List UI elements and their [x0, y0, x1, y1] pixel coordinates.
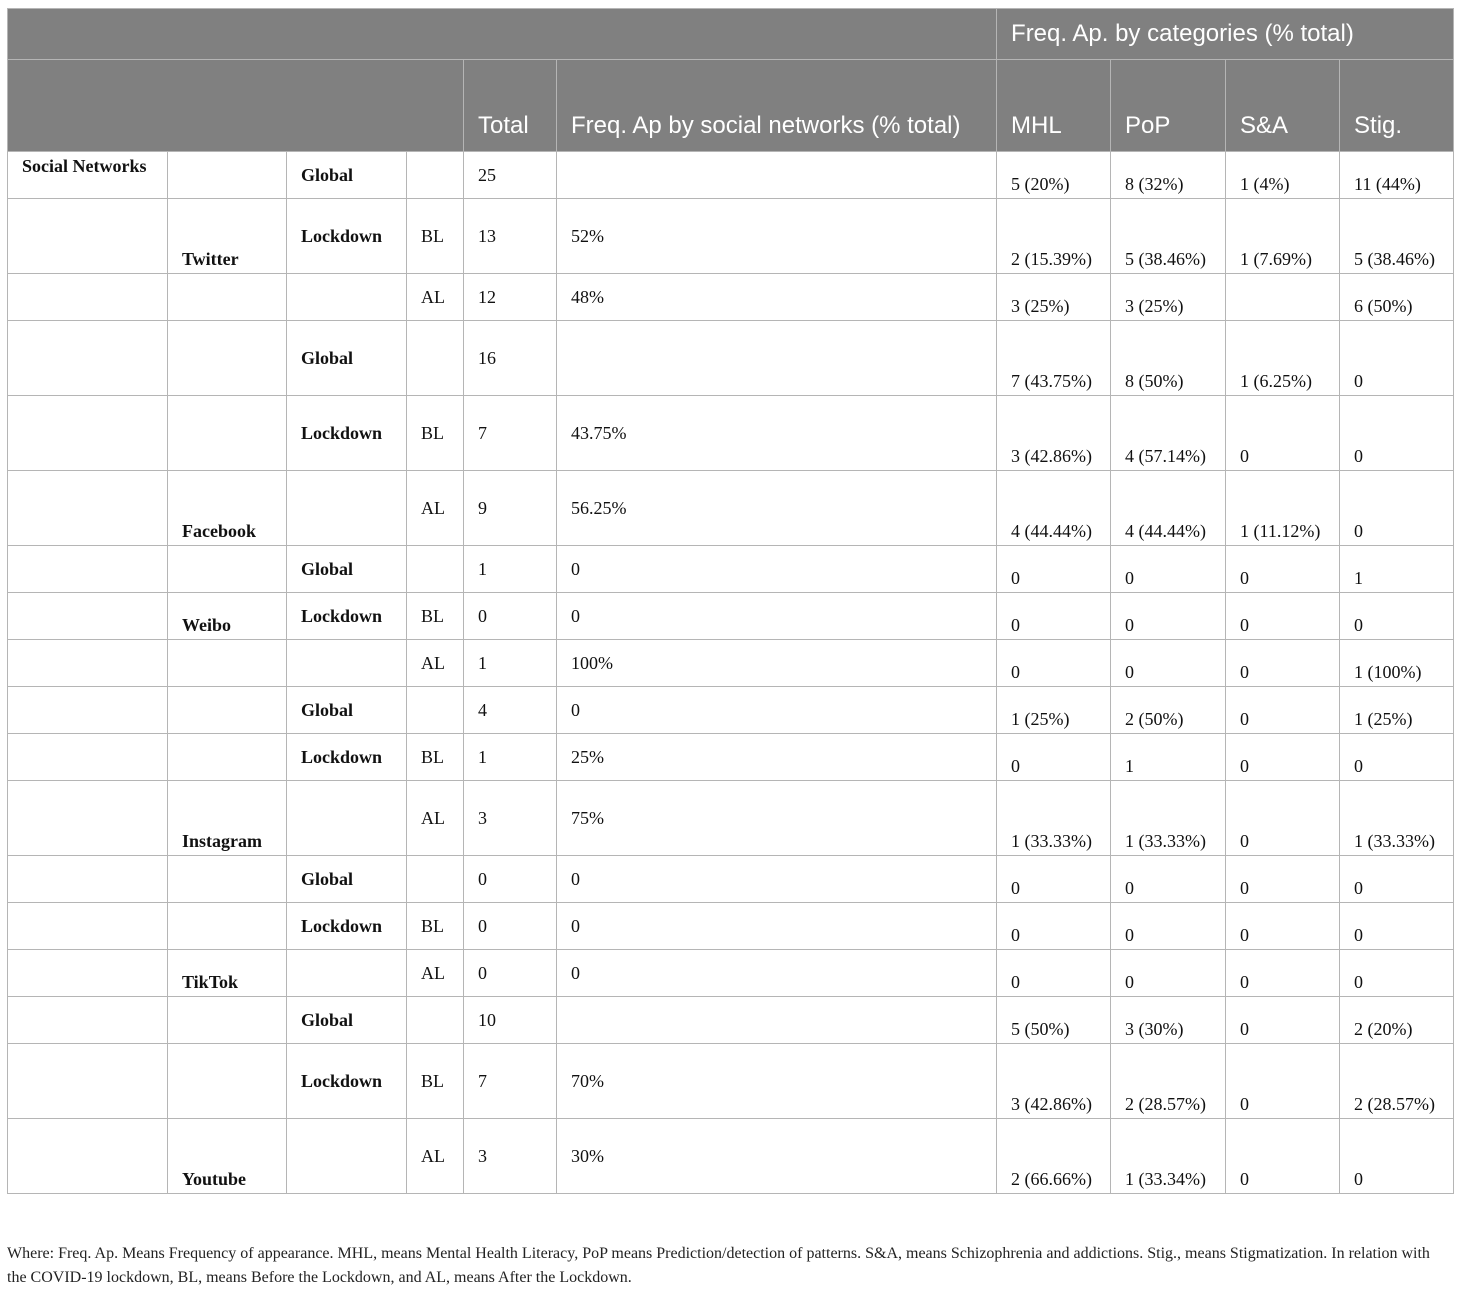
period-cell: AL [407, 950, 464, 997]
total-cell: 16 [464, 321, 557, 396]
stig-cell: 1 [1340, 546, 1454, 593]
scope-cell: Global [287, 321, 407, 396]
scope-cell [287, 274, 407, 321]
mhl-cell: 4 (44.44%) [997, 471, 1111, 546]
freq-social-cell: 56.25% [557, 471, 997, 546]
sa-cell: 0 [1226, 593, 1340, 640]
scope-cell: Global [287, 687, 407, 734]
mhl-cell: 2 (15.39%) [997, 199, 1111, 274]
total-cell: 7 [464, 1044, 557, 1119]
scope-cell: Lockdown [287, 396, 407, 471]
stig-cell: 0 [1340, 321, 1454, 396]
freq-social-cell: 0 [557, 903, 997, 950]
stig-cell: 0 [1340, 950, 1454, 997]
table-row [8, 734, 1454, 781]
pop-cell: 2 (50%) [1111, 687, 1226, 734]
total-cell: 25 [464, 152, 557, 199]
pop-cell: 1 [1111, 734, 1226, 781]
scope-cell [287, 950, 407, 997]
total-cell: 0 [464, 593, 557, 640]
table-row [8, 1119, 1454, 1194]
table-row [8, 546, 1454, 593]
pop-cell: 3 (30%) [1111, 997, 1226, 1044]
pop-cell: 8 (32%) [1111, 152, 1226, 199]
scope-cell [287, 781, 407, 856]
freq-social-cell [557, 997, 997, 1044]
period-cell: AL [407, 1119, 464, 1194]
side-blank [8, 903, 168, 950]
pop-cell: 2 (28.57%) [1111, 1044, 1226, 1119]
table-footnote: Where: Freq. Ap. Means Frequency of appearance. MHL, means Mental Health Literacy, PoP means Prediction/detection of patterns. S&A, means Schizophrenia and addictions. Stig., means Stigmatization. In relation with the COVID-19 lockdown, BL, means Before the Lockdown, and AL, means After the Lockdown. [7, 1245, 1430, 1286]
scope-cell [287, 471, 407, 546]
freq-social-cell: 70% [557, 1044, 997, 1119]
header-mhl: MHL [997, 60, 1111, 152]
side-blank [8, 640, 168, 687]
freq-social-cell: 0 [557, 546, 997, 593]
mhl-cell: 5 (20%) [997, 152, 1111, 199]
header-pop: PoP [1111, 60, 1226, 152]
scope-cell: Lockdown [287, 593, 407, 640]
sa-cell: 0 [1226, 997, 1340, 1044]
stig-cell: 1 (25%) [1340, 687, 1454, 734]
mhl-cell: 0 [997, 734, 1111, 781]
table-row [8, 274, 1454, 321]
table-row [8, 903, 1454, 950]
period-cell [407, 856, 464, 903]
mhl-cell: 5 (50%) [997, 997, 1111, 1044]
header-categories-group: Freq. Ap. by categories (% total) [997, 9, 1454, 60]
side-blank [8, 1119, 168, 1194]
side-blank [8, 687, 168, 734]
side-blank [8, 321, 168, 396]
sa-cell: 0 [1226, 950, 1340, 997]
stig-cell: 1 (100%) [1340, 640, 1454, 687]
network-cell [168, 903, 287, 950]
mhl-cell: 0 [997, 950, 1111, 997]
table-row [8, 471, 1454, 546]
table-row [8, 396, 1454, 471]
network-cell [168, 997, 287, 1044]
pop-cell: 0 [1111, 546, 1226, 593]
total-cell: 0 [464, 903, 557, 950]
side-blank [8, 734, 168, 781]
table-row [8, 1044, 1454, 1119]
sa-cell: 0 [1226, 1044, 1340, 1119]
total-cell: 4 [464, 687, 557, 734]
side-blank [8, 396, 168, 471]
header-row-group [8, 9, 1454, 60]
period-cell: BL [407, 734, 464, 781]
mhl-cell: 2 (66.66%) [997, 1119, 1111, 1194]
pop-cell: 1 (33.34%) [1111, 1119, 1226, 1194]
pop-cell: 8 (50%) [1111, 321, 1226, 396]
side-blank [8, 471, 168, 546]
pop-cell: 0 [1111, 640, 1226, 687]
results-table [7, 8, 1454, 1194]
table-row [8, 781, 1454, 856]
mhl-cell: 3 (42.86%) [997, 1044, 1111, 1119]
results-table-container [7, 8, 1453, 1194]
pop-cell: 0 [1111, 903, 1226, 950]
total-cell: 7 [464, 396, 557, 471]
freq-social-cell: 52% [557, 199, 997, 274]
network-cell [168, 1044, 287, 1119]
stig-cell: 0 [1340, 903, 1454, 950]
mhl-cell: 1 (25%) [997, 687, 1111, 734]
period-cell: BL [407, 593, 464, 640]
sa-cell: 1 (7.69%) [1226, 199, 1340, 274]
sa-cell: 0 [1226, 903, 1340, 950]
table-row [8, 593, 1454, 640]
total-cell: 1 [464, 734, 557, 781]
period-cell [407, 152, 464, 199]
sa-cell: 0 [1226, 781, 1340, 856]
network-weibo: Weibo [168, 593, 287, 640]
scope-cell: Lockdown [287, 903, 407, 950]
header-freq-social: Freq. Ap by social networks (% total) [557, 60, 997, 152]
pop-cell: 5 (38.46%) [1111, 199, 1226, 274]
sa-cell: 0 [1226, 856, 1340, 903]
mhl-cell: 0 [997, 640, 1111, 687]
sa-cell: 0 [1226, 687, 1340, 734]
stig-cell: 0 [1340, 734, 1454, 781]
table-row [8, 856, 1454, 903]
period-cell [407, 687, 464, 734]
table-row [8, 997, 1454, 1044]
freq-social-cell: 0 [557, 950, 997, 997]
side-blank [8, 199, 168, 274]
stig-cell: 11 (44%) [1340, 152, 1454, 199]
mhl-cell: 7 (43.75%) [997, 321, 1111, 396]
stig-cell: 0 [1340, 471, 1454, 546]
table-body [8, 152, 1454, 1194]
total-cell: 0 [464, 950, 557, 997]
scope-cell: Global [287, 152, 407, 199]
total-cell: 0 [464, 856, 557, 903]
freq-social-cell [557, 152, 997, 199]
side-blank [8, 593, 168, 640]
table-row [8, 199, 1454, 274]
side-blank [8, 546, 168, 593]
total-cell: 3 [464, 1119, 557, 1194]
freq-social-cell: 0 [557, 856, 997, 903]
total-cell: 3 [464, 781, 557, 856]
stig-cell: 2 (28.57%) [1340, 1044, 1454, 1119]
period-cell: AL [407, 274, 464, 321]
period-cell: AL [407, 781, 464, 856]
sa-cell: 0 [1226, 396, 1340, 471]
header-blank-left [8, 60, 464, 152]
freq-social-cell: 100% [557, 640, 997, 687]
freq-social-cell: 0 [557, 687, 997, 734]
header-stig: Stig. [1340, 60, 1454, 152]
network-cell [168, 856, 287, 903]
sa-cell: 0 [1226, 1119, 1340, 1194]
stig-cell: 5 (38.46%) [1340, 199, 1454, 274]
network-cell [168, 396, 287, 471]
freq-social-cell: 0 [557, 593, 997, 640]
total-cell: 9 [464, 471, 557, 546]
side-blank [8, 856, 168, 903]
header-total: Total [464, 60, 557, 152]
pop-cell: 3 (25%) [1111, 274, 1226, 321]
header-sa: S&A [1226, 60, 1340, 152]
table-row [8, 640, 1454, 687]
header-row-columns [8, 60, 1454, 152]
total-cell: 10 [464, 997, 557, 1044]
mhl-cell: 0 [997, 903, 1111, 950]
period-cell: BL [407, 396, 464, 471]
side-blank [8, 950, 168, 997]
header-blank [8, 9, 997, 60]
period-cell [407, 997, 464, 1044]
sa-cell: 1 (6.25%) [1226, 321, 1340, 396]
network-cell [168, 274, 287, 321]
stig-cell: 0 [1340, 593, 1454, 640]
freq-social-cell: 25% [557, 734, 997, 781]
scope-cell [287, 1119, 407, 1194]
total-cell: 1 [464, 546, 557, 593]
freq-social-cell: 75% [557, 781, 997, 856]
network-cell [168, 152, 287, 199]
network-youtube: Youtube [168, 1119, 287, 1194]
scope-cell: Global [287, 546, 407, 593]
pop-cell: 0 [1111, 593, 1226, 640]
side-blank [8, 781, 168, 856]
pop-cell: 4 (57.14%) [1111, 396, 1226, 471]
stig-cell: 6 (50%) [1340, 274, 1454, 321]
scope-cell: Lockdown [287, 199, 407, 274]
total-cell: 1 [464, 640, 557, 687]
network-cell [168, 687, 287, 734]
scope-cell: Lockdown [287, 734, 407, 781]
total-cell: 12 [464, 274, 557, 321]
period-cell [407, 321, 464, 396]
table-row [8, 687, 1454, 734]
pop-cell: 4 (44.44%) [1111, 471, 1226, 546]
sa-cell: 0 [1226, 734, 1340, 781]
freq-social-cell: 43.75% [557, 396, 997, 471]
table-row [8, 321, 1454, 396]
period-cell: BL [407, 1044, 464, 1119]
mhl-cell: 3 (25%) [997, 274, 1111, 321]
mhl-cell: 3 (42.86%) [997, 396, 1111, 471]
side-blank [8, 997, 168, 1044]
table-row [8, 950, 1454, 997]
stig-cell: 0 [1340, 396, 1454, 471]
stig-cell: 2 (20%) [1340, 997, 1454, 1044]
stig-cell: 0 [1340, 1119, 1454, 1194]
network-cell [168, 734, 287, 781]
sa-cell: 0 [1226, 640, 1340, 687]
network-tiktok: TikTok [168, 950, 287, 997]
mhl-cell: 0 [997, 856, 1111, 903]
table-row [8, 152, 1454, 199]
total-cell: 13 [464, 199, 557, 274]
network-facebook: Facebook [168, 471, 287, 546]
scope-cell: Lockdown [287, 1044, 407, 1119]
pop-cell: 0 [1111, 856, 1226, 903]
mhl-cell: 0 [997, 546, 1111, 593]
network-twitter: Twitter [168, 199, 287, 274]
side-label-social-networks: Social Networks [8, 152, 168, 199]
scope-cell: Global [287, 997, 407, 1044]
mhl-cell: 0 [997, 593, 1111, 640]
freq-social-cell: 30% [557, 1119, 997, 1194]
freq-social-cell: 48% [557, 274, 997, 321]
network-instagram: Instagram [168, 781, 287, 856]
stig-cell: 0 [1340, 856, 1454, 903]
freq-social-cell [557, 321, 997, 396]
sa-cell: 0 [1226, 546, 1340, 593]
stig-cell: 1 (33.33%) [1340, 781, 1454, 856]
pop-cell: 0 [1111, 950, 1226, 997]
sa-cell [1226, 274, 1340, 321]
network-cell [168, 640, 287, 687]
mhl-cell: 1 (33.33%) [997, 781, 1111, 856]
scope-cell [287, 640, 407, 687]
side-blank [8, 274, 168, 321]
sa-cell: 1 (4%) [1226, 152, 1340, 199]
period-cell: AL [407, 640, 464, 687]
period-cell: BL [407, 903, 464, 950]
side-blank [8, 1044, 168, 1119]
pop-cell: 1 (33.33%) [1111, 781, 1226, 856]
sa-cell: 1 (11.12%) [1226, 471, 1340, 546]
period-cell: AL [407, 471, 464, 546]
period-cell [407, 546, 464, 593]
period-cell: BL [407, 199, 464, 274]
scope-cell: Global [287, 856, 407, 903]
network-cell [168, 546, 287, 593]
network-cell [168, 321, 287, 396]
